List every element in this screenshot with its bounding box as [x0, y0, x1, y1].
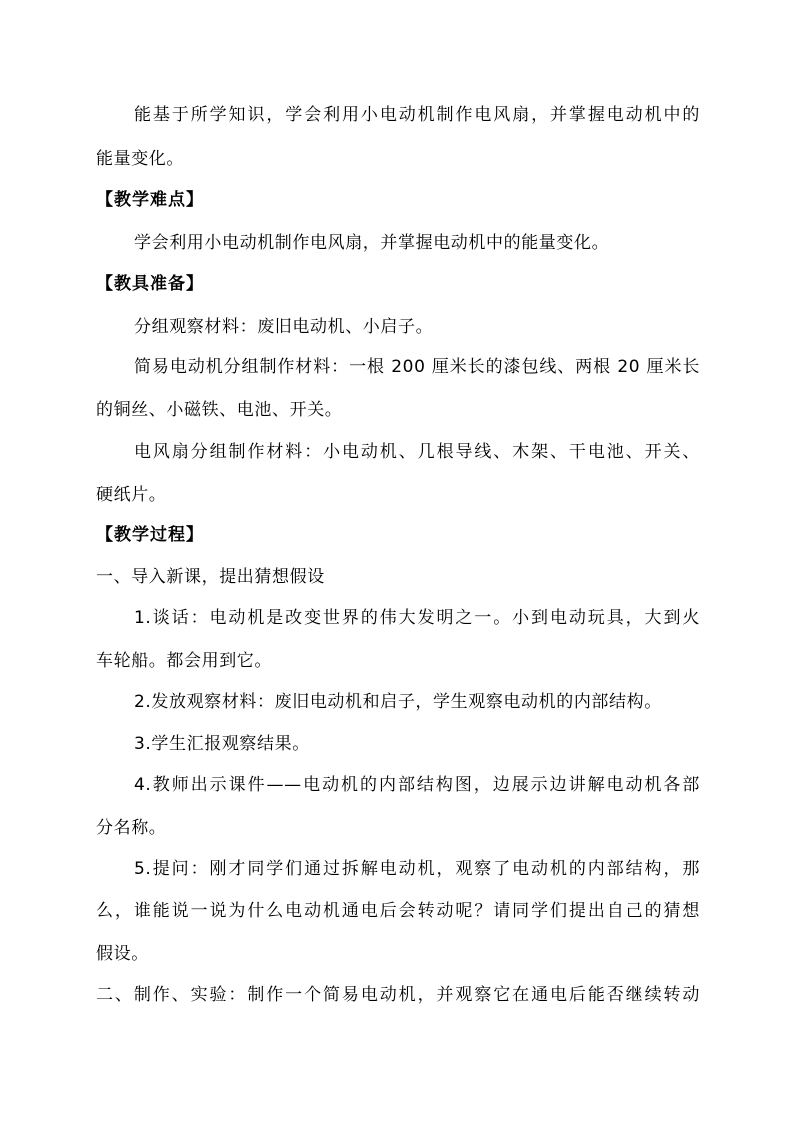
paragraph-line: 车轮船。都会用到它。 — [96, 651, 272, 671]
paragraph-line: 4.教师出示课件——电动机的内部结构图，边展示边讲解电动机各部 — [134, 775, 700, 795]
section-heading-process: 【教学过程】 — [96, 525, 204, 545]
section-heading-difficulty: 【教学难点】 — [96, 190, 204, 210]
subsection-heading: 一、导入新课，提出猜想假设 — [96, 567, 325, 587]
subsection-heading: 二、制作、实验：制作一个简易电动机，并观察它在通电后能否继续转动 — [96, 985, 700, 1005]
paragraph-line: 能量变化。 — [96, 149, 184, 169]
paragraph-line: 分名称。 — [96, 818, 167, 838]
paragraph-line: 分组观察材料：废旧电动机、小启子。 — [134, 317, 434, 337]
paragraph-line: 的铜丝、小磁铁、电池、开关。 — [96, 400, 343, 420]
paragraph-line: 硬纸片。 — [96, 485, 167, 505]
paragraph-line: 么，谁能说一说为什么电动机通电后会转动呢？请同学们提出自己的猜想 — [96, 901, 700, 921]
paragraph-line: 假设。 — [96, 944, 149, 964]
paragraph-line: 5.提问：刚才同学们通过拆解电动机，观察了电动机的内部结构，那 — [134, 859, 700, 879]
paragraph-line: 简易电动机分组制作材料：一根 200 厘米长的漆包线、两根 20 厘米长 — [134, 357, 700, 377]
paragraph-line: 1.谈话：电动机是改变世界的伟大发明之一。小到电动玩具，大到火 — [134, 608, 700, 628]
paragraph-line: 能基于所学知识，学会利用小电动机制作电风扇，并掌握电动机中的 — [134, 105, 700, 125]
paragraph-line: 学会利用小电动机制作电风扇，并掌握电动机中的能量变化。 — [134, 233, 610, 253]
paragraph-line: 电风扇分组制作材料：小电动机、几根导线、木架、干电池、开关、 — [134, 442, 700, 462]
section-heading-materials: 【教具准备】 — [96, 274, 204, 294]
paragraph-line: 2.发放观察材料：废旧电动机和启子，学生观察电动机的内部结构。 — [134, 692, 662, 712]
paragraph-line: 3.学生汇报观察结果。 — [134, 734, 310, 754]
